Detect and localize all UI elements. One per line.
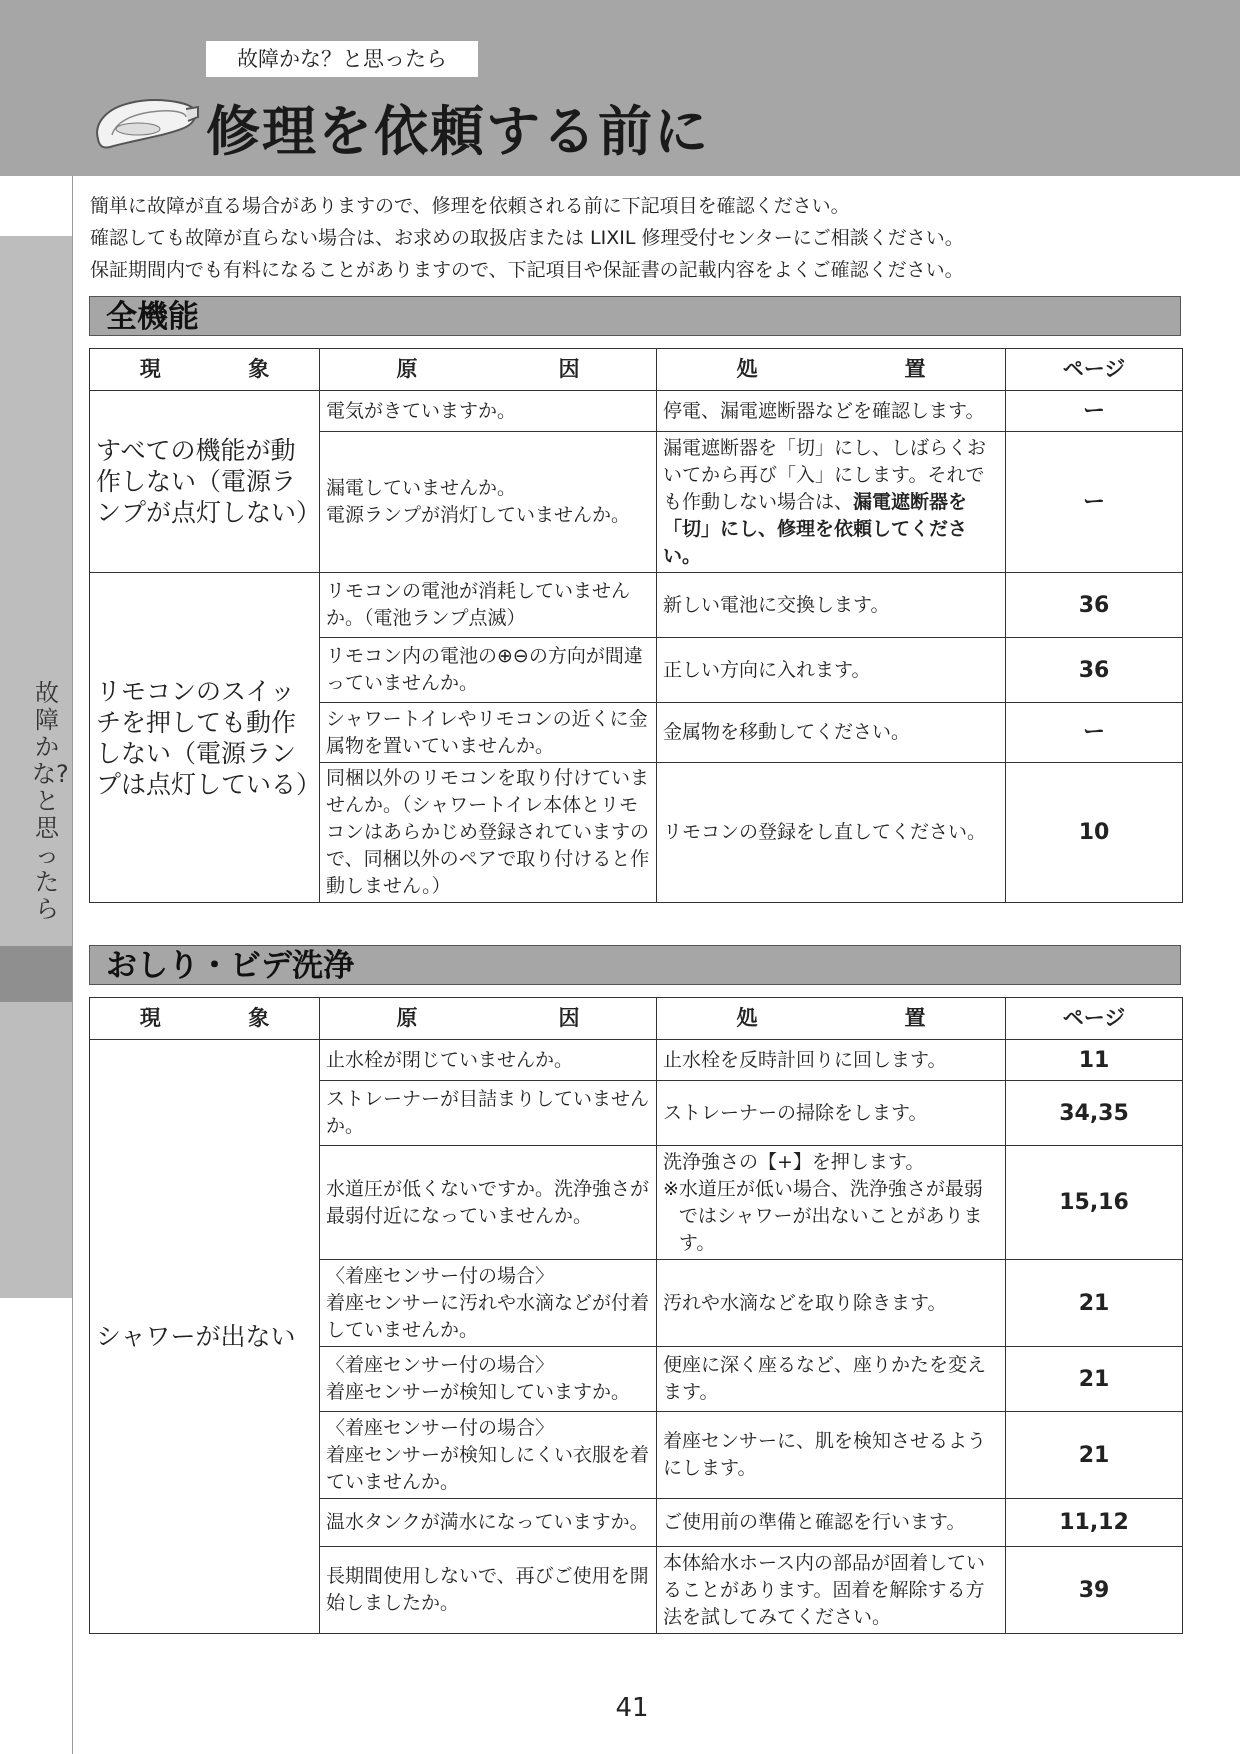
margin-rule [72, 176, 73, 1754]
cause-line: 着座センサーに汚れや水滴などが付着していませんか。 [326, 1291, 650, 1341]
action-note [663, 1176, 999, 1257]
table-row [90, 573, 1183, 638]
col-header-cause: 原 因 [320, 349, 657, 391]
page-ref: 21 [1006, 1347, 1183, 1412]
intro-line: 確認しても故障が直らない場合は、お求めの取扱店または LIXIL 修理受付センターにご相談ください。 [90, 227, 964, 249]
page-ref: 11 [1006, 1040, 1183, 1081]
cause-cell: リモコン内の電池の⊕⊖の方向が間違っていませんか。 [320, 638, 657, 703]
action-text: 漏電遮断器を「切」にし、しばらくおいてから再び「入」にします。それでも作動しない場合は、 [663, 436, 987, 513]
col-header-page: ページ [1006, 349, 1183, 391]
action-cell: 金属物を移動してください。 [657, 703, 1006, 763]
action-cell: 止水栓を反時計回りに回します。 [657, 1040, 1006, 1081]
page-ref: ー [1006, 703, 1183, 763]
breadcrumb: 故障かな？と思ったら [206, 41, 478, 77]
page-ref: 36 [1006, 638, 1183, 703]
table-row [90, 1040, 1183, 1081]
action-cell [657, 1146, 1006, 1260]
action-cell: ストレーナーの掃除をします。 [657, 1081, 1006, 1146]
cause-cell [320, 432, 657, 573]
section-heading-all-functions: 全機能 [89, 296, 1181, 336]
page-ref: ー [1006, 391, 1183, 432]
side-tab-label: 故障かな?と思ったら [32, 679, 69, 923]
cause-cell: 止水栓が閉じていませんか。 [320, 1040, 657, 1081]
page-number: 41 [615, 1693, 649, 1723]
action-cell: ご使用前の準備と確認を行います。 [657, 1499, 1006, 1547]
cause-cell: 長期間使用しないで、再びご使用を開始しましたか。 [320, 1547, 657, 1634]
page-ref: 21 [1006, 1260, 1183, 1347]
symptom-cell: リモコンのスイッチを押しても動作しない（電源ランプは点灯している） [90, 573, 320, 903]
cause-line: 電源ランプが消灯していませんか。 [326, 504, 631, 526]
action-cell: 新しい電池に交換します。 [657, 573, 1006, 638]
toilet-seat-icon [90, 95, 202, 161]
action-cell: 本体給水ホース内の部品が固着していることがあります。固着を解除する方法を試してみてください。 [657, 1547, 1006, 1634]
action-cell: リモコンの登録をし直してください。 [657, 763, 1006, 903]
intro-line: 簡単に故障が直る場合がありますので、修理を依頼される前に下記項目を確認ください。 [90, 195, 850, 217]
page-ref: 34,35 [1006, 1081, 1183, 1146]
action-emphasis: 漏電遮断器を「切」にし、修理を依頼してください。 [663, 490, 968, 567]
page-title: 修理を依頼する前に [206, 100, 710, 163]
action-cell: 停電、漏電遮断器などを確認します。 [657, 391, 1006, 432]
table-row [90, 391, 1183, 432]
cause-cell: 温水タンクが満水になっていますか。 [320, 1499, 657, 1547]
intro-line: 保証期間内でも有料になることがありますので、下記項目や保証書の記載内容をよくご確認ください。 [90, 259, 964, 281]
cause-cell: ストレーナーが目詰まりしていませんか。 [320, 1081, 657, 1146]
symptom-cell: すべての機能が動作しない（電源ランプが点灯しない） [90, 391, 320, 573]
cause-cell [320, 1260, 657, 1347]
col-header-action: 処 置 [657, 998, 1006, 1040]
cause-cell: 同梱以外のリモコンを取り付けていませんか。（シャワートイレ本体とリモコンはあらかじめ登録されていますので、同梱以外のペアで取り付けると作動しません。） [320, 763, 657, 903]
cause-cell: シャワートイレやリモコンの近くに金属物を置いていませんか。 [320, 703, 657, 763]
action-cell: 正しい方向に入れます。 [657, 638, 1006, 703]
col-header-symptom: 現 象 [90, 998, 320, 1040]
cause-cell [320, 1347, 657, 1412]
col-header-page: ページ [1006, 998, 1183, 1040]
cause-cell [320, 1412, 657, 1499]
cause-cell: 電気がきていますか。 [320, 391, 657, 432]
table-header-row [90, 349, 1183, 391]
page-ref: 10 [1006, 763, 1183, 903]
troubleshoot-table-wash [89, 997, 1183, 1634]
note-mark: ※ [663, 1177, 679, 1200]
action-cell: 着座センサーに、肌を検知させるようにします。 [657, 1412, 1006, 1499]
intro-text [90, 190, 964, 286]
page-ref: 11,12 [1006, 1499, 1183, 1547]
page-ref: 15,16 [1006, 1146, 1183, 1260]
page-ref: ー [1006, 432, 1183, 573]
cause-condition: 〈着座センサー付の場合〉 [326, 1354, 555, 1376]
cause-line: 着座センサーが検知しにくい衣服を着ていませんか。 [326, 1443, 650, 1493]
cause-cell: リモコンの電池が消耗していませんか。（電池ランプ点滅） [320, 573, 657, 638]
page-ref: 39 [1006, 1547, 1183, 1634]
section-heading-wash: おしり・ビデ洗浄 [89, 945, 1181, 985]
col-header-symptom: 現 象 [90, 349, 320, 391]
symptom-cell: シャワーが出ない [90, 1040, 320, 1634]
cause-line: 漏電していませんか。 [326, 477, 517, 499]
side-tab-marker [0, 946, 72, 1002]
page-ref: 36 [1006, 573, 1183, 638]
col-header-cause: 原 因 [320, 998, 657, 1040]
note-text: 水道圧が低い場合、洗浄強さが最弱ではシャワーが出ないことがあります。 [678, 1177, 983, 1254]
action-cell: 汚れや水滴などを取り除きます。 [657, 1260, 1006, 1347]
action-text: 洗浄強さの【+】を押します。 [663, 1150, 925, 1173]
cause-cell: 水道圧が低くないですか。洗浄強さが最弱付近になっていませんか。 [320, 1146, 657, 1260]
table-header-row [90, 998, 1183, 1040]
troubleshoot-table-all-functions [89, 348, 1183, 903]
page-ref: 21 [1006, 1412, 1183, 1499]
cause-line: 着座センサーが検知していますか。 [326, 1381, 631, 1403]
cause-condition: 〈着座センサー付の場合〉 [326, 1264, 555, 1287]
action-cell [657, 432, 1006, 573]
col-header-action: 処 置 [657, 349, 1006, 391]
cause-condition: 〈着座センサー付の場合〉 [326, 1416, 555, 1439]
action-cell: 便座に深く座るなど、座りかたを変えます。 [657, 1347, 1006, 1412]
